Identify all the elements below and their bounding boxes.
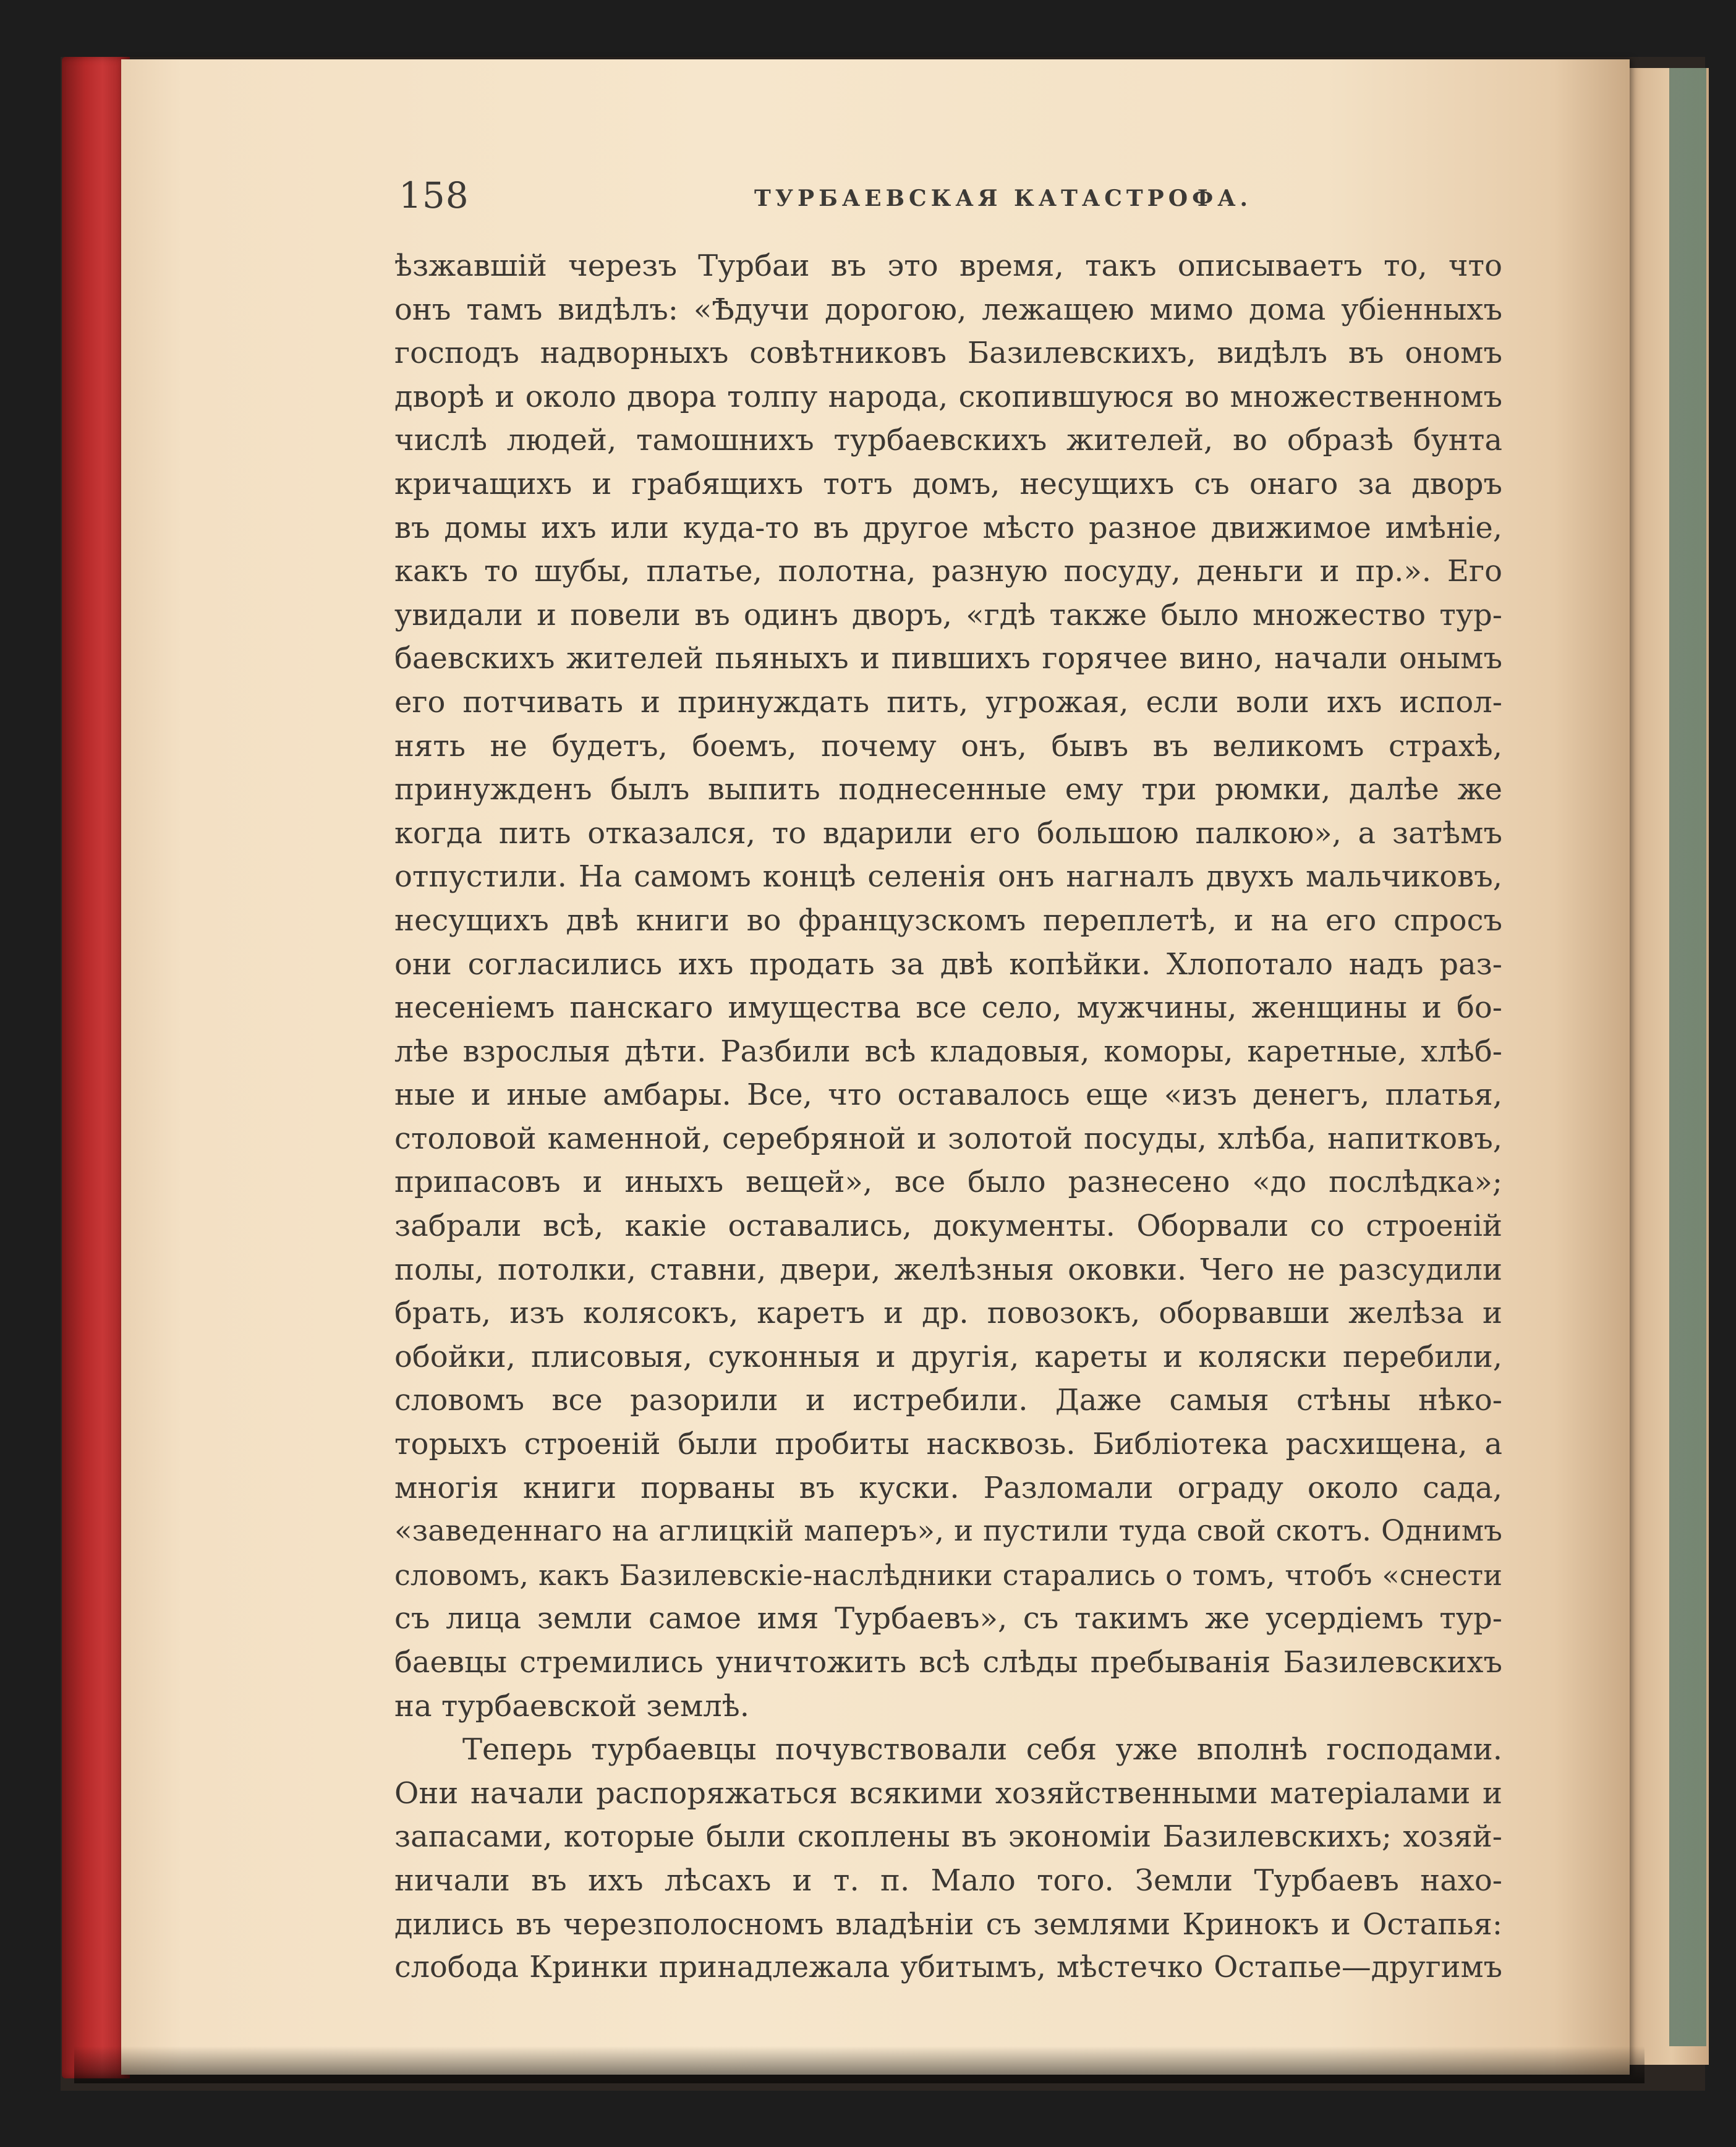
- text-line: забрали всѣ, какіе оставались, документы. Оборвали со строеній: [394, 1209, 1502, 1244]
- text-line: какъ то шубы, платье, полотна, разную посуду, деньги и пр.». Его: [394, 554, 1502, 589]
- text-line: ничали въ ихъ лѣсахъ и т. п. Мало того. Земли Турбаевъ нахо-: [394, 1863, 1502, 1898]
- running-title: ТУРБАЕВСКАЯ КАТАСТРОФА.: [754, 185, 1253, 211]
- page-bottom-shadow: [74, 2046, 1645, 2083]
- text-line: словомъ все разорили и истребили. Даже самыя стѣны нѣко-: [394, 1383, 1502, 1418]
- text-line: нять не будетъ, боемъ, почему онъ, бывъ въ великомъ страхѣ,: [394, 728, 1502, 763]
- text-line: въ домы ихъ или куда-то въ другое мѣсто разное движимое имѣніе,: [394, 510, 1502, 545]
- page-number: 158: [399, 174, 469, 216]
- text-line: несущихъ двѣ книги во французскомъ переплетѣ, и на его спросъ: [394, 903, 1502, 938]
- text-line: Они начали распоряжаться всякими хозяйственными матеріалами и: [394, 1775, 1502, 1811]
- text-line: отпустили. На самомъ концѣ селенія онъ нагналъ двухъ мальчиковъ,: [394, 859, 1502, 895]
- text-line: баевцы стремились уничтожить всѣ слѣды пребыванія Базилевскихъ: [394, 1645, 1502, 1680]
- book-cover-spine: [62, 57, 130, 2078]
- text-line: полы, потолки, ставни, двери, желѣзныя оковки. Чего не разсудили: [394, 1252, 1502, 1287]
- text-line: ные и иные амбары. Все, что оставалось еще «изъ денегъ, платья,: [394, 1078, 1502, 1113]
- text-line: торыхъ строеній были пробиты насквозь. Библіотека расхищена, а: [394, 1427, 1502, 1462]
- text-line: несеніемъ панскаго имущества все село, мужчины, женщины и бо-: [394, 990, 1502, 1026]
- text-line: числѣ людей, тамошнихъ турбаевскихъ жителей, во образѣ бунта: [394, 423, 1502, 458]
- text-line: дворѣ и около двора толпу народа, скопившуюся во множественномъ: [394, 379, 1502, 414]
- text-line: когда пить отказался, то вдарили его большою палкою», а затѣмъ: [394, 815, 1502, 851]
- text-line: господъ надворныхъ совѣтниковъ Базилевскихъ, видѣлъ въ ономъ: [394, 336, 1502, 371]
- body-text: [394, 244, 1502, 1990]
- facing-page-cover-edge: [1669, 68, 1706, 2046]
- text-line: ѣзжавшій черезъ Турбаи въ это время, такъ описываетъ то, что: [394, 249, 1502, 283]
- text-line: они согласились ихъ продать за двѣ копѣйки. Хлопотало надъ раз-: [394, 946, 1502, 982]
- text-line: Теперь турбаевцы почувствовали себя уже вполнѣ господами.: [462, 1732, 1502, 1767]
- text-line: на турбаевской землѣ.: [394, 1688, 749, 1724]
- text-line: принужденъ былъ выпить поднесенные ему три рюмки, далѣе же: [394, 772, 1502, 807]
- text-line: лѣе взрослыя дѣти. Разбили всѣ кладовыя, коморы, каретные, хлѣб-: [394, 1034, 1502, 1069]
- text-line: «заведеннаго на аглицкій маперъ», и пустили туда свой скотъ. Однимъ: [394, 1514, 1502, 1549]
- text-line: баевскихъ жителей пьяныхъ и пившихъ горячее вино, начали онымъ: [394, 641, 1502, 676]
- text-line: многія книги порваны въ куски. Разломали ограду около сада,: [394, 1470, 1502, 1505]
- text-line: увидали и повели въ одинъ дворъ, «гдѣ также было множество тур-: [394, 597, 1502, 632]
- text-line: припасовъ и иныхъ вещей», все было разнесено «до послѣдка»;: [394, 1165, 1502, 1200]
- text-line: съ лица земли самое имя Турбаевъ», съ такимъ же усердіемъ тур-: [394, 1601, 1502, 1636]
- text-line: словомъ, какъ Базилевскіе-наслѣдники старались о томъ, чтобъ «снести: [394, 1558, 1502, 1592]
- text-line: онъ тамъ видѣлъ: «Ѣдучи дорогою, лежащею мимо дома убіенныхъ: [394, 292, 1502, 327]
- text-line: дились въ черезполосномъ владѣніи съ землями Кринокъ и Остапья:: [394, 1907, 1502, 1942]
- text-line: столовой каменной, серебряной и золотой посуды, хлѣба, напитковъ,: [394, 1121, 1502, 1156]
- text-line: обойки, плисовыя, суконныя и другія, кареты и коляски перебили,: [394, 1339, 1502, 1374]
- text-line: кричащихъ и грабящихъ тотъ домъ, несущихъ съ онаго за дворъ: [394, 466, 1502, 501]
- text-line: брать, изъ колясокъ, каретъ и др. повозокъ, оборвавши желѣза и: [394, 1296, 1502, 1331]
- text-line: его потчивать и принуждать пить, угрожая, если воли ихъ испол-: [394, 684, 1502, 720]
- text-line: слобода Кринки принадлежала убитымъ, мѣстечко Остапье—другимъ: [394, 1950, 1502, 1985]
- page-header: [399, 174, 1505, 230]
- text-line: запасами, которые были скоплены въ экономіи Базилевскихъ; хозяй-: [394, 1819, 1502, 1855]
